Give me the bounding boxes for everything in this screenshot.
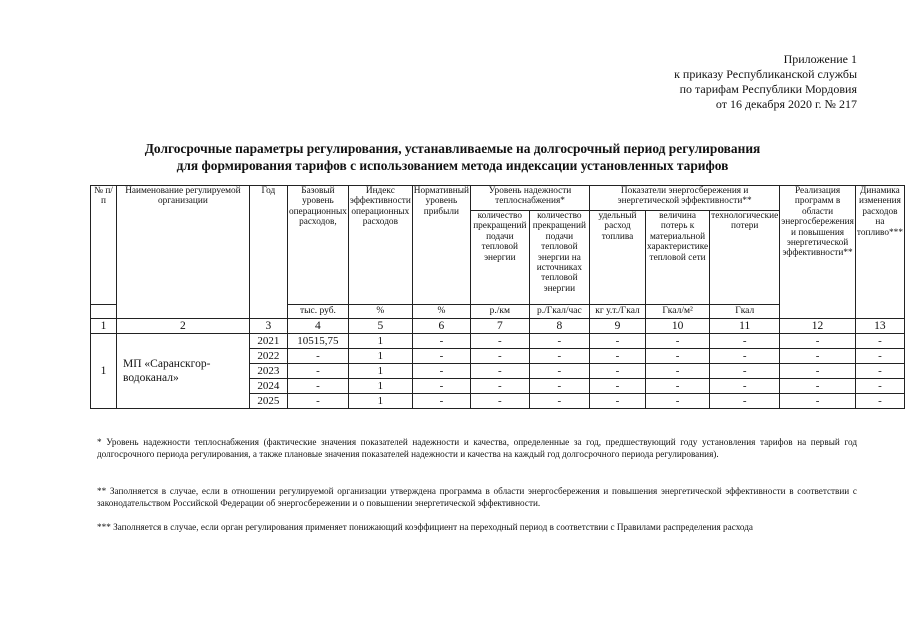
interruptions-cell: - (471, 364, 530, 379)
column-number: 3 (249, 319, 287, 334)
unit-10: Гкал/м² (645, 305, 709, 319)
header-norm: Нормативный уровень прибыли (412, 186, 470, 305)
tech-loss-cell: - (710, 379, 780, 394)
interruptions-cell: - (471, 334, 530, 349)
header-sub10: величина потерь к материальной характеристике тепловой сети (645, 211, 709, 305)
column-number: 2 (117, 319, 250, 334)
column-number: 8 (529, 319, 589, 334)
unit-11: Гкал (710, 305, 780, 319)
fuel-dynamics-cell: - (855, 364, 904, 379)
loss-ratio-cell: - (645, 379, 709, 394)
year-cell: 2025 (249, 394, 287, 409)
fuel-dynamics-cell: - (855, 379, 904, 394)
year-cell: 2024 (249, 379, 287, 394)
base-cost-cell: 10515,75 (287, 334, 348, 349)
title-line-1: Долгосрочные параметры регулирования, устанавливаемые на долгосрочный период регулирования (144, 141, 761, 156)
appendix-line-2: к приказу Республиканской службы (674, 67, 857, 81)
source-interruptions-cell: - (529, 334, 589, 349)
loss-ratio-cell: - (645, 394, 709, 409)
title-line-2: для формирования тарифов с использованием метода индексации установленных тарифов (176, 158, 729, 173)
document-title (0, 140, 905, 174)
column-number: 9 (590, 319, 646, 334)
column-number: 7 (471, 319, 530, 334)
header-org: Наименование регулируемой организации (117, 186, 250, 319)
column-number: 5 (348, 319, 412, 334)
tech-loss-cell: - (710, 394, 780, 409)
programs-cell: - (780, 349, 856, 364)
table-row (91, 334, 905, 349)
header-sub11: технологические потери (710, 211, 780, 305)
programs-cell: - (780, 394, 856, 409)
unit-8: р./Гкал/час (529, 305, 589, 319)
base-cost-cell: - (287, 364, 348, 379)
fuel-dynamics-cell: - (855, 334, 904, 349)
programs-cell: - (780, 379, 856, 394)
appendix-line-3: по тарифам Республики Мордовия (679, 82, 857, 96)
appendix-line-1: Приложение 1 (783, 52, 857, 66)
source-interruptions-cell: - (529, 394, 589, 409)
unit-norm: % (412, 305, 470, 319)
note-reliability: * Уровень надежности теплоснабжения (фактические значения показателей надежности и качества, определенные за год, предшествующий году установления тарифов на первый год долгосрочного периода регулирования, а также плановые значения показателей надежности и качества на каждый год долгосрочного периода регулирования). (97, 437, 857, 459)
tech-loss-cell: - (710, 364, 780, 379)
fuel-rate-cell: - (590, 379, 646, 394)
appendix-header (674, 52, 857, 112)
header-sub8: количество прекращений подачи тепловой энергии на источниках тепловой энергии (529, 211, 589, 305)
profit-norm-cell: - (412, 379, 470, 394)
header-year: Год (249, 186, 287, 319)
column-number: 12 (780, 319, 856, 334)
fuel-dynamics-cell: - (855, 394, 904, 409)
interruptions-cell: - (471, 349, 530, 364)
profit-norm-cell: - (412, 349, 470, 364)
fuel-dynamics-cell: - (855, 349, 904, 364)
column-number: 10 (645, 319, 709, 334)
fuel-rate-cell: - (590, 394, 646, 409)
programs-cell: - (780, 364, 856, 379)
base-cost-cell: - (287, 394, 348, 409)
column-numbers-row (91, 319, 905, 334)
unit-7: р./км (471, 305, 530, 319)
column-number: 1 (91, 319, 117, 334)
header-base: Базовый уровень операционных расходов, (287, 186, 348, 305)
header-programs: Реализация программ в области энергосбережения и повышения энергетической эффективности** (780, 186, 856, 319)
efficiency-index-cell: 1 (348, 364, 412, 379)
parameters-table (90, 185, 905, 409)
unit-9: кг у.т./Гкал (590, 305, 646, 319)
note-energy-program: ** Заполняется в случае, если в отношении регулируемой организации утверждена программа в области энергосбережения и повышения энергетической эффективности в соответствии с законодательством Российской Федерации об энергосбережении и о повышении энергетической эффективности. (97, 486, 857, 508)
efficiency-index-cell: 1 (348, 349, 412, 364)
column-number: 6 (412, 319, 470, 334)
profit-norm-cell: - (412, 334, 470, 349)
data-body (91, 334, 905, 409)
source-interruptions-cell: - (529, 349, 589, 364)
base-cost-cell: - (287, 349, 348, 364)
efficiency-index-cell: 1 (348, 379, 412, 394)
loss-ratio-cell: - (645, 349, 709, 364)
year-cell: 2023 (249, 364, 287, 379)
header-index: Индекс эффективности операционных расходов (348, 186, 412, 305)
row-number-cell: 1 (91, 334, 117, 409)
header-reliability: Уровень надежности теплоснабжения* (471, 186, 590, 211)
base-cost-cell: - (287, 379, 348, 394)
loss-ratio-cell: - (645, 334, 709, 349)
fuel-rate-cell: - (590, 349, 646, 364)
year-cell: 2021 (249, 334, 287, 349)
unit-num-blank (91, 305, 117, 319)
column-number: 11 (710, 319, 780, 334)
header-dynamics: Динамика изменения расходов на топливо*** (855, 186, 904, 319)
interruptions-cell: - (471, 394, 530, 409)
profit-norm-cell: - (412, 394, 470, 409)
unit-index: % (348, 305, 412, 319)
loss-ratio-cell: - (645, 364, 709, 379)
source-interruptions-cell: - (529, 364, 589, 379)
appendix-line-4: от 16 декабря 2020 г. № 217 (715, 97, 857, 111)
organization-cell: МП «Саранскгор-водоканал» (117, 334, 250, 409)
efficiency-index-cell: 1 (348, 394, 412, 409)
header-row-top (91, 186, 905, 211)
programs-cell: - (780, 334, 856, 349)
year-cell: 2022 (249, 349, 287, 364)
interruptions-cell: - (471, 379, 530, 394)
fuel-rate-cell: - (590, 364, 646, 379)
header-num: № п/п (91, 186, 117, 305)
column-number: 13 (855, 319, 904, 334)
unit-base: тыс. руб. (287, 305, 348, 319)
tech-loss-cell: - (710, 349, 780, 364)
header-sub9: удельный расход топлива (590, 211, 646, 305)
profit-norm-cell: - (412, 364, 470, 379)
column-number: 4 (287, 319, 348, 334)
note-fuel-coefficient: *** Заполняется в случае, если орган регулирования применяет понижающий коэффициент на переходный период в соответствии с Правилами распределения расхода (97, 522, 754, 532)
source-interruptions-cell: - (529, 379, 589, 394)
tech-loss-cell: - (710, 334, 780, 349)
header-energy: Показатели энергосбережения и энергетической эффективности** (590, 186, 780, 211)
fuel-rate-cell: - (590, 334, 646, 349)
efficiency-index-cell: 1 (348, 334, 412, 349)
header-sub7: количество прекращений подачи тепловой энергии (471, 211, 530, 305)
